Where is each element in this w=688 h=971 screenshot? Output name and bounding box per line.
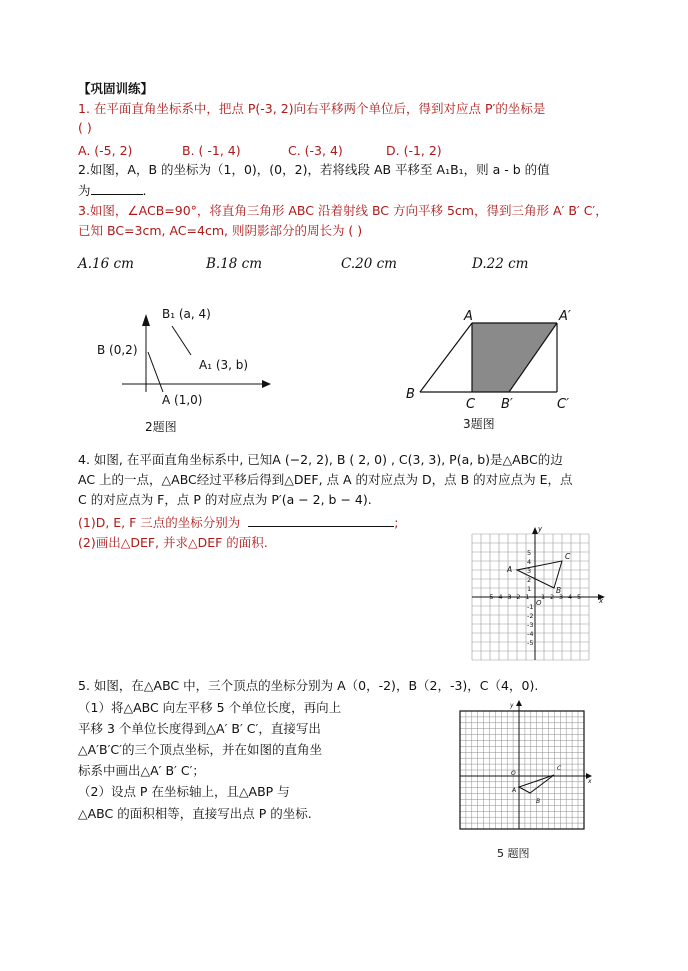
fig4-y-tick-label: 2: [527, 576, 532, 584]
fig3-label-c: C: [466, 397, 476, 412]
fig4-y-tick-label: -1: [527, 603, 534, 611]
q5-line6: （2）设点 P 在坐标轴上，且△ABP 与: [78, 784, 290, 799]
fig2-label-a: A (1,0): [162, 393, 203, 407]
q5-line5: 标系中画出△A′ B′ C′；: [78, 763, 205, 778]
fig4-x-tick-label: -4: [496, 593, 503, 601]
fig4-x-tick-label: -5: [487, 593, 494, 601]
fig4-y-tick-label: 5: [527, 549, 532, 557]
q5-line7: △ABC 的面积相等，直接写出点 P 的坐标.: [78, 806, 312, 821]
fig4-y-tick-label: -3: [527, 621, 534, 629]
q1-option-c: C. (-3, 4): [288, 143, 343, 158]
fig4-y-tick-label: 4: [527, 558, 532, 566]
fig4-x-tick-label: 3: [559, 593, 564, 601]
fig4-x-tick-label: 5: [577, 593, 582, 601]
q2-line1: 2.如图，A，B 的坐标为（1，0)，(0，2)，若将线段 AB 平移至 A₁B₁，则 a - b 的值: [78, 162, 550, 177]
q5-line2: （1）将△ABC 向左平移 5 个单位长度，再向上: [78, 700, 342, 715]
q3-option-d: D.22 cm: [472, 256, 529, 272]
q2-line2-prefix: 为: [78, 183, 91, 198]
q3-option-b: B.18 cm: [206, 256, 263, 272]
fig5-label-c: C: [557, 765, 562, 772]
fig2-label-b: B (0,2): [97, 343, 138, 357]
fig4-axis-x-label: x: [599, 597, 604, 605]
q4-line3: C 的对应点为 F，点 P 的对应点为 P′(a − 2, b − 4).: [78, 492, 372, 507]
fig4-axis-y-label: y: [538, 525, 543, 533]
fig4-y-tick-label: -4: [527, 630, 534, 638]
fig5-axis-x-label: x: [588, 778, 592, 785]
fig2-label-b1: B₁ (a, 4): [162, 307, 211, 321]
fig5-origin-label: O: [511, 770, 516, 777]
q3-line2: 已知 BC=3cm, AC=4cm, 则阴影部分的周长为 ( ): [78, 223, 363, 238]
fig3-label-a-prime: A′: [559, 309, 571, 324]
fig4-y-tick-label: -2: [527, 612, 534, 620]
q1-stem: 1. 在平面直角坐标系中，把点 P(-3, 2)向右平移两个单位后，得到对应点 P′的坐标是: [78, 101, 546, 116]
fig3-label-a: A: [464, 309, 473, 324]
fig4-y-tick-label: -5: [527, 639, 534, 647]
fig5-label-b: B: [536, 798, 541, 805]
fig3-label-b: B: [406, 387, 415, 402]
q2-line2-suffix: .: [142, 183, 147, 198]
q5-line1: 5. 如图，在△ABC 中，三个顶点的坐标分别为 A（0，-2)，B（2，-3)，C（4，0).: [78, 678, 539, 693]
fig3-label-b-prime: B′: [501, 397, 513, 412]
q3-option-a: A.16 cm: [78, 256, 134, 272]
q5-line4: △A′B′C′的三个顶点坐标，并在如图的直角坐: [78, 742, 322, 757]
fig4-y-tick-label: 1: [527, 585, 532, 593]
fig5-axis-y-label: y: [510, 702, 514, 709]
q3-option-c: C.20 cm: [341, 256, 397, 272]
q4-sub1-end: ;: [394, 515, 399, 530]
fig4-label-b: B: [556, 586, 562, 595]
q4-sub2: (2)画出△DEF, 并求△DEF 的面积.: [78, 535, 268, 550]
q1-option-b: B. ( -1, 4): [182, 143, 241, 158]
fig4-x-tick-label: 4: [568, 593, 573, 601]
fig5-grid: [460, 711, 584, 829]
fig4-x-tick-label: -2: [514, 593, 521, 601]
q4-line1: 4. 如图, 在平面直角坐标系中, 已知A (−2, 2), B ( 2, 0) , C(3, 3), P(a, b)是△ABC的边: [78, 452, 563, 467]
fig4-label-a: A: [507, 565, 513, 574]
fig5-label-a: A: [512, 787, 517, 794]
fig4-x-tick-label: -1: [523, 593, 530, 601]
fig3-caption: 3题图: [463, 417, 495, 431]
q5-line3: 平移 3 个单位长度得到△A′ B′ C′，直接写出: [78, 721, 321, 736]
fig3-label-c-prime: C′: [557, 397, 570, 412]
fig5-y-arrow: [516, 700, 522, 706]
q1-option-a: A. (-5, 2): [78, 143, 133, 158]
q1-answer-paren: ( ): [78, 120, 92, 135]
section-title: 【巩固训练】: [78, 81, 154, 96]
fig4-label-c: C: [565, 552, 571, 561]
q4-sub1-text: (1)D, E, F 三点的坐标分别为: [78, 515, 241, 530]
q1-option-d: D. (-1, 2): [386, 143, 442, 158]
fig5-caption: 5 题图: [497, 847, 530, 860]
fig4-x-tick-label: 1: [541, 593, 546, 601]
fig4-y-tick-label: 3: [527, 567, 532, 575]
q3-line1: 3.如图，∠ACB=90°，将直角三角形 ABC 沿着射线 BC 方向平移 5cm，得到三角形 A′ B′ C′，: [78, 203, 608, 218]
fig2-caption: 2题图: [145, 420, 177, 434]
fig4-x-tick-label: -3: [505, 593, 512, 601]
fig4-x-tick-label: 2: [550, 593, 555, 601]
q4-line2: AC 上的一点，△ABC经过平移后得到△DEF, 点 A 的对应点为 D，点 B 的对应点为 E，点: [78, 472, 573, 487]
fig2-label-a1: A₁ (3, b): [199, 358, 249, 372]
fig4-origin-label: O: [536, 599, 542, 607]
